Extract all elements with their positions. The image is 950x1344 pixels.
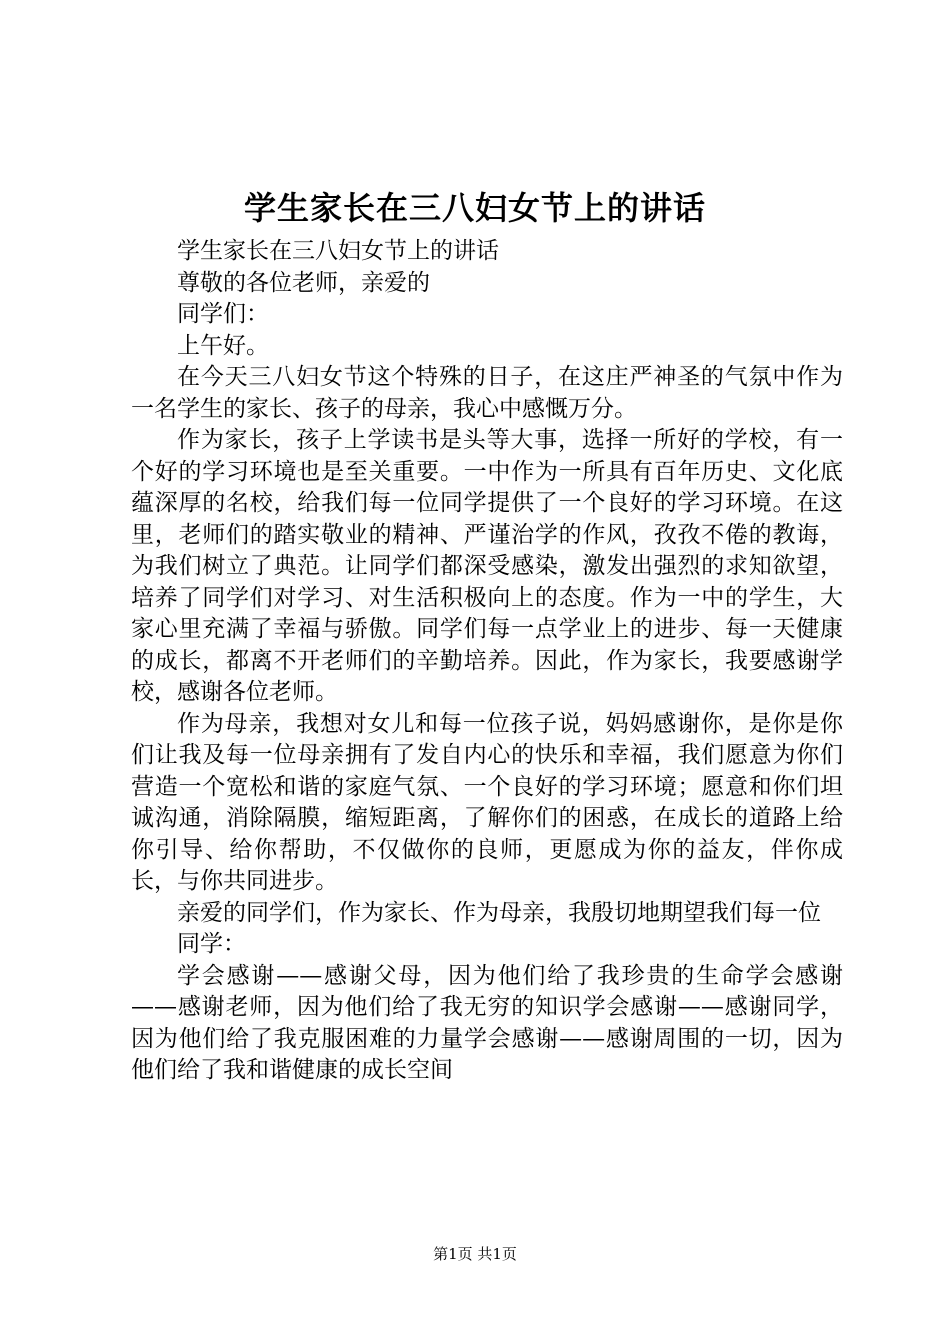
paragraph-gratitude: 学会感谢——感谢父母，因为他们给了我珍贵的生命学会感谢——感谢老师，因为他们给了我无穷的知识学会感谢——感谢同学，因为他们给了我克服困难的力量学会感谢——感谢周围的一切，因为他们给了我和谐健康的成长空间 xyxy=(131,962,843,1083)
paragraph-classmates: 同学： xyxy=(177,931,246,957)
paragraph-as-mother: 作为母亲，我想对女儿和每一位孩子说，妈妈感谢你，是你是你们让我及每一位母亲拥有了发自内心的快乐和幸福，我们愿意为你们营造一个宽松和谐的家庭气氛、一个良好的学习环境；愿意和你们坦诚沟通，消除隔膜，缩短距离，了解你们的困惑，在成长的道路上给你引导、给你帮助，不仅做你的良师，更愿成为你的益友，伴你成长，与你共同进步。 xyxy=(131,710,843,894)
document-title: 学生家长在三八妇女节上的讲话 xyxy=(243,189,706,227)
document-body xyxy=(131,236,843,1087)
paragraph-as-parent: 作为家长，孩子上学读书是头等大事，选择一所好的学校，有一个好的学习环境也是至关重要。一中作为一所具有百年历史、文化底蕴深厚的名校，给我们每一位同学提供了一个良好的学习环境。在这里，老师们的踏实敬业的精神、严谨治学的作风，孜孜不倦的教诲，为我们树立了典范。让同学们都深受感染，激发出强烈的求知欲望，培养了同学们对学习、对生活积极向上的态度。作为一中的学生，大家心里充满了幸福与骄傲。同学们每一点学业上的进步、每一天健康的成长，都离不开老师们的辛勤培养。因此，作为家长，我要感谢学校，感谢各位老师。 xyxy=(131,427,843,705)
paragraph-salutation: 尊敬的各位老师，亲爱的 xyxy=(177,269,430,296)
paragraph-greeting: 上午好。 xyxy=(177,332,269,359)
paragraph-expectation: 亲爱的同学们，作为家长、作为母亲，我殷切地期望我们每一位 xyxy=(177,899,821,926)
paragraph-opening: 在今天三八妇女节这个特殊的日子，在这庄严神圣的气氛中作为一名学生的家长、孩子的母亲，我心中感慨万分。 xyxy=(131,364,843,422)
paragraph-subtitle: 学生家长在三八妇女节上的讲话 xyxy=(177,238,499,264)
page-footer: 第1页 共1页 xyxy=(433,1245,517,1263)
paragraph-salutation-students: 同学们： xyxy=(177,301,269,327)
